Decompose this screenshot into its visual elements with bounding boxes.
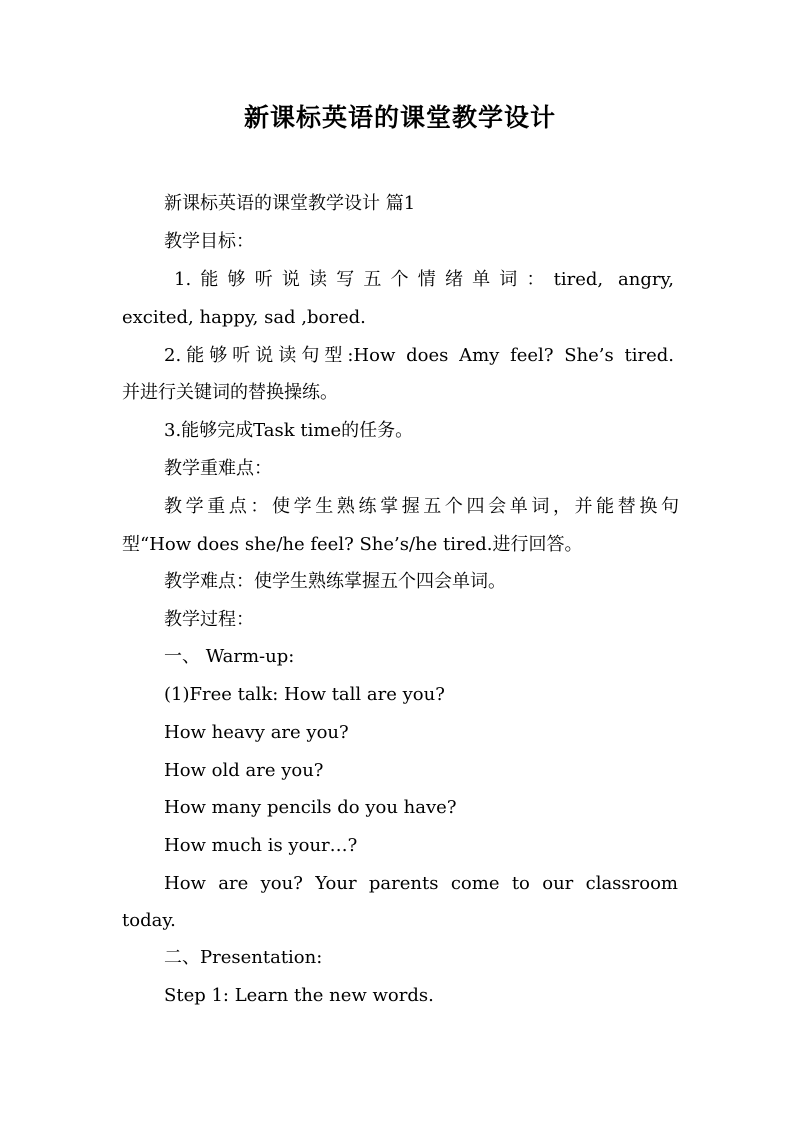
paragraph-line: 教学重点：使学生熟练掌握五个四会单词，并能替换句	[164, 496, 679, 517]
paragraph-line: 教学难点：使学生熟练掌握五个四会单词。	[164, 571, 506, 592]
paragraph-line: excited, happy, sad ,bored.	[122, 307, 366, 328]
paragraph-line: How old are you?	[164, 760, 324, 781]
paragraph-line: 教学过程：	[164, 609, 254, 630]
paragraph-line: today.	[122, 910, 176, 931]
paragraph-line: 型“How does she/he feel? She’s/he tired.进行回答。	[122, 534, 583, 555]
paragraph-line: (1)Free talk: How tall are you?	[164, 684, 445, 705]
section-heading: 新课标英语的课堂教学设计 篇1	[164, 193, 416, 214]
paragraph-line: Step 1: Learn the new words.	[164, 985, 434, 1006]
paragraph-line: 1.能够听说读写五个情绪单词：tired, angry,	[174, 269, 674, 290]
paragraph-line: 教学目标：	[164, 231, 254, 252]
paragraph-line: 一、 Warm-up:	[164, 646, 295, 667]
paragraph-line: How much is your…?	[164, 835, 358, 856]
paragraph-line: How many pencils do you have?	[164, 797, 457, 818]
paragraph-line: 教学重难点：	[164, 458, 272, 479]
paragraph-line: How are you? Your parents come to our classroom	[164, 873, 678, 894]
paragraph-line: 2.能够听说读句型:How does Amy feel? She’s tired.	[164, 345, 674, 366]
paragraph-line: 并进行关键词的替换操练。	[122, 382, 338, 403]
document-title: 新课标英语的课堂教学设计	[243, 103, 556, 132]
paragraph-line: How heavy are you?	[164, 722, 349, 743]
paragraph-line: 3.能够完成Task time的任务。	[164, 420, 414, 441]
section-heading: 二、Presentation:	[164, 947, 323, 968]
